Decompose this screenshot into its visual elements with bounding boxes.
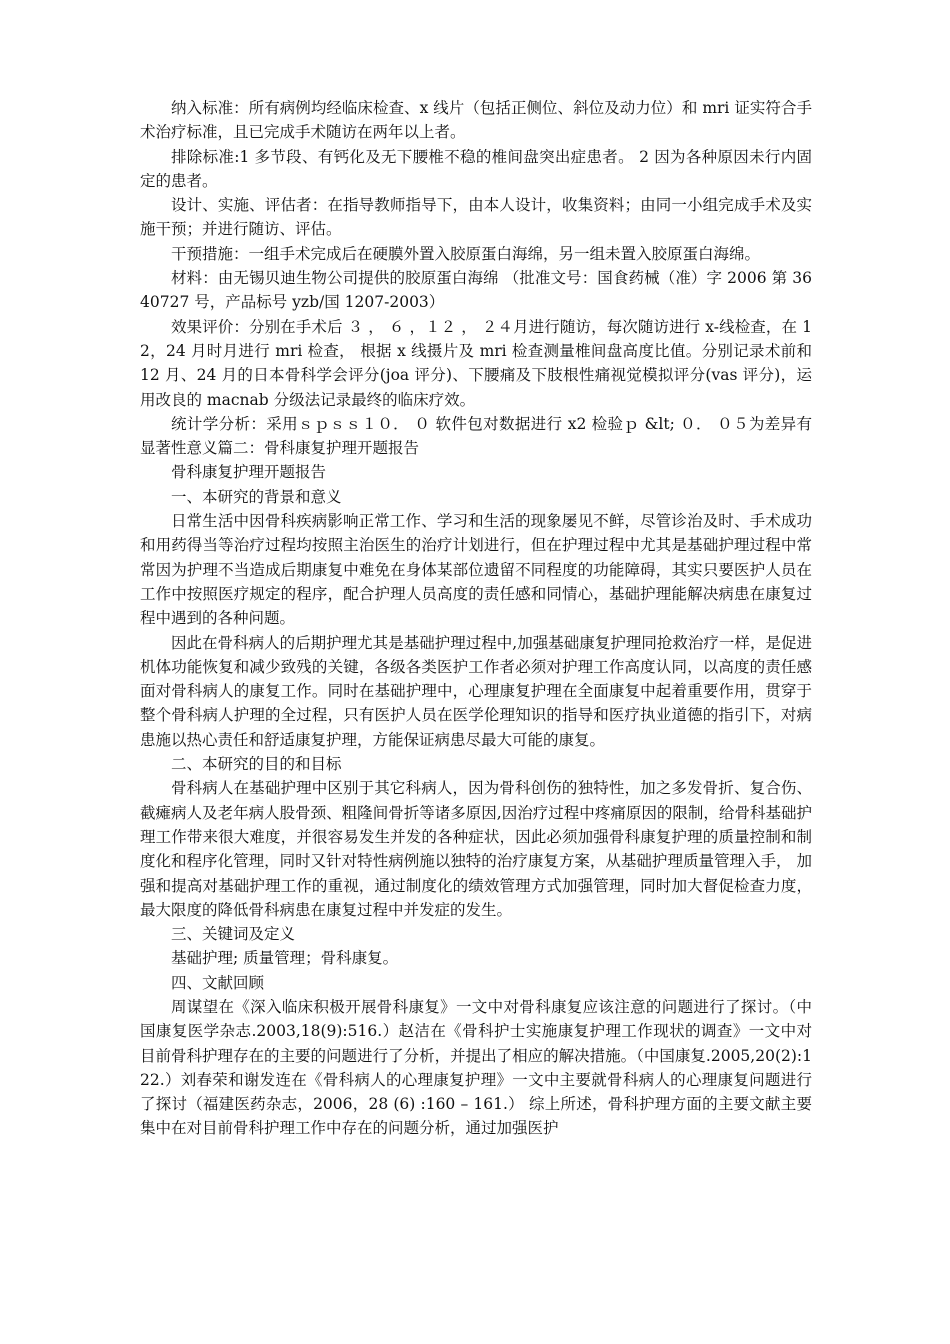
paragraph-exclusion-criteria: 排除标准:1 多节段、有钙化及无下腰椎不稳的椎间盘突出症患者。 2 因为各种原因未行内固定的患者。 — [140, 147, 812, 190]
section-heading-literature: 四、文献回顾 — [171, 973, 265, 992]
section-heading-background: 一、本研究的背景和意义 — [171, 487, 342, 506]
paragraph-intervention: 干预措施：一组手术完成后在硬膜外置入胶原蛋白海绵，另一组未置入胶原蛋白海绵。 — [171, 244, 761, 263]
paragraph-goals: 骨科病人在基础护理中区别于其它科病人，因为骨科创伤的独特性，加之多发骨折、复合伤、截瘫病人及老年病人股骨颈、粗隆间骨折等诸多原因,因治疗过程中疼痛原因的限制，给骨科基础护理工作带来很大难度，并很容易发生并发的各种症状，因此必须加强骨科康复护理的质量控制和制度化和程序化管理，同时又针对特性病例施以独特的治疗康复方案，从基础护理质量管理入手， 加强和提高对基础护理工作的重视，通过制度化的绩效管理方式加强管理，同时加大督促检查力度，最大限度的降低骨科病患在康复过程中并发症的发生。 — [140, 779, 812, 919]
section-heading-goals: 二、本研究的目的和目标 — [171, 755, 342, 774]
paragraph-materials: 材料：由无锡贝迪生物公司提供的胶原蛋白海绵 （批准文号：国食药械（准）字 2006 第 3640727 号，产品标号 yzb/国 1207-2003） — [140, 269, 812, 312]
section-heading-keywords: 三、关键词及定义 — [171, 925, 296, 944]
paragraph-background-1: 日常生活中因骨科疾病影响正常工作、学习和生活的现象屡见不鲜，尽管诊治及时、手术成功和用药得当等治疗过程均按照主治医生的治疗计划进行，但在护理过程中尤其是基础护理过程中常常因为护理不当造成后期康复中难免在身体某部位遗留不同程度的功能障碍，其实只要医护人员在工作中按照医疗规定的程序，配合护理人员高度的责任感和同情心，基础护理能解决病患在康复过程中遇到的各种问题。 — [140, 512, 812, 628]
paragraph-statistics: 统计学分析：采用ｓｐｓｓ１０． ０ 软件包对数据进行 x2 检验ｐ &lt; ０． ０５为差异有显著性意义篇二：骨科康复护理开题报告 — [140, 414, 812, 458]
paragraph-keywords: 基础护理; 质量管理；骨科康复。 — [171, 949, 399, 968]
paragraph-evaluation: 效果评价：分别在手术后 ３ ， ６ ，１２ ， ２４月进行随访，每次随访进行 x-线检查，在 12，24 月时月进行 mri 检查， 根据 x 线摄片及 mri 检查测量椎间盘高度比值。分别记录术前和 12 月、24 月的日本骨科学会评分(joa 评分)、下腰痛及下肢根性痛视觉模拟评分(vas 评分)，运用改良的 macnab 分级法记录最终的临床疗效。 — [140, 317, 812, 409]
paragraph-design: 设计、实施、评估者：在指导教师指导下，由本人设计，收集资料；由同一小组完成手术及实施干预；并进行随访、评估。 — [140, 196, 812, 239]
paragraph-literature: 周谋望在《深入临床积极开展骨科康复》一文中对骨科康复应该注意的问题进行了探讨。（中国康复医学杂志.2003,18(9):516.）赵洁在《骨科护士实施康复护理工作现状的调查》一文中对目前骨科护理存在的主要的问题进行了分析，并提出了相应的解决措施。（中国康复.2005,20(2):122.）刘春荣和谢发连在《骨科病人的心理康复护理》一文中主要就骨科病人的心理康复问题进行了探讨（福建医药杂志，2006，28 (6) :160 – 161.） 综上所述，骨科护理方面的主要文献主要集中在对目前骨科护理工作中存在的问题分析，通过加强医护 — [140, 997, 812, 1138]
document-body — [140, 96, 812, 1141]
report-title: 骨科康复护理开题报告 — [171, 463, 327, 482]
paragraph-inclusion-criteria: 纳入标准：所有病例均经临床检查、x 线片（包括正侧位、斜位及动力位）和 mri 证实符合手术治疗标准，且已完成手术随访在两年以上者。 — [140, 99, 812, 142]
paragraph-background-2: 因此在骨科病人的后期护理尤其是基础护理过程中,加强基础康复护理同抢救治疗一样，是促进机体功能恢复和减少致残的关键，各级各类医护工作者必须对护理工作高度认同，以高度的责任感面对骨科病人的康复工作。同时在基础护理中，心理康复护理在全面康复中起着重要作用，贯穿于整个骨科病人护理的全过程，只有医护人员在医学伦理知识的指导和医疗执业道德的指引下，对病患施以热心责任和舒适康复护理，方能保证病患尽最大可能的康复。 — [140, 633, 812, 749]
